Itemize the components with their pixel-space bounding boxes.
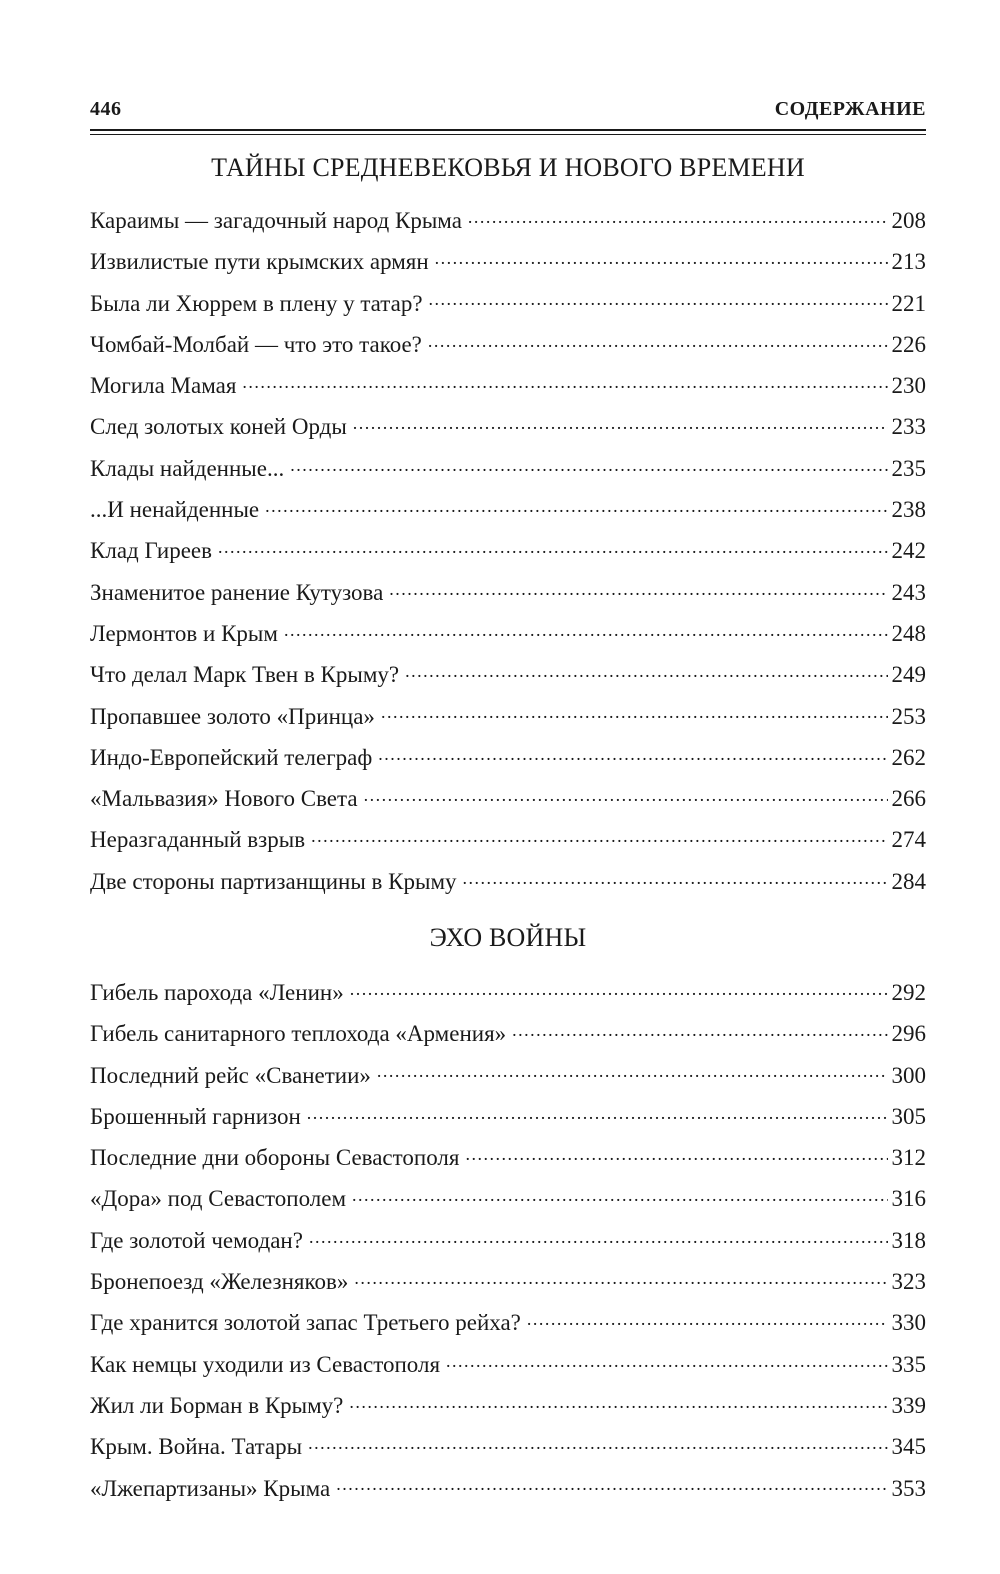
toc-section-war-echo: [90, 920, 926, 1509]
toc-entry[interactable]: [90, 972, 926, 1013]
dot-leader: [446, 1344, 887, 1372]
toc-entry[interactable]: [90, 819, 926, 860]
toc-entry-title: Могила Мамая: [90, 373, 237, 399]
dot-leader: [465, 1138, 887, 1166]
toc-entry-title: Что делал Марк Твен в Крыму?: [90, 662, 400, 688]
toc-entry[interactable]: [90, 654, 926, 695]
toc-list: [90, 972, 926, 1509]
toc-entry-title: Извилистые пути крымских армян: [90, 249, 429, 275]
toc-entry-title: Брошенный гарнизон: [90, 1103, 301, 1129]
toc-entry-page: 323: [891, 1269, 926, 1295]
toc-entry[interactable]: [90, 1013, 926, 1054]
toc-entry-title: «Лжепартизаны» Крыма: [90, 1475, 331, 1501]
toc-entry-page: 292: [891, 980, 926, 1005]
toc-entry-page: 305: [891, 1103, 926, 1129]
toc-entry[interactable]: [90, 613, 926, 654]
toc-entry[interactable]: [90, 200, 926, 241]
toc-entry[interactable]: [90, 572, 926, 613]
toc-entry-page: 316: [891, 1186, 926, 1212]
dot-leader: [512, 1014, 887, 1042]
toc-entry-title: Караимы — загадочный народ Крыма: [90, 208, 462, 233]
dot-leader: [354, 1261, 887, 1289]
toc-entry-title: ...И ненайденные: [90, 497, 260, 523]
running-title: СОДЕРЖАНИЕ: [774, 98, 926, 120]
toc-entry[interactable]: [90, 1137, 926, 1178]
toc-entry-title: Пропавшее золото «Принца»: [90, 703, 375, 729]
toc-entry-page: 353: [891, 1475, 926, 1501]
toc-entry-page: 300: [891, 1062, 926, 1088]
dot-leader: [377, 1055, 888, 1083]
dot-leader: [218, 531, 888, 559]
toc-entry-title: Гибель парохода «Ленин»: [90, 980, 344, 1005]
dot-leader: [405, 655, 887, 683]
toc-entry[interactable]: [90, 530, 926, 571]
toc-entry[interactable]: [90, 489, 926, 530]
dot-leader: [308, 1427, 887, 1455]
toc-entry-page: 335: [891, 1351, 926, 1377]
toc-entry-title: Где золотой чемодан?: [90, 1227, 303, 1253]
toc-entry-title: Индо-Европейский телеграф: [90, 744, 373, 770]
toc-entry[interactable]: [90, 737, 926, 778]
dot-leader: [381, 696, 888, 724]
dot-leader: [468, 200, 888, 228]
dot-leader: [353, 407, 888, 435]
dot-leader: [307, 1096, 888, 1124]
dot-leader: [290, 448, 887, 476]
toc-entry-title: След золотых коней Орды: [90, 414, 347, 440]
toc-entry-page: 208: [891, 208, 926, 233]
dot-leader: [389, 572, 887, 600]
toc-entry-page: 238: [891, 497, 926, 523]
toc-entry-page: 266: [891, 786, 926, 812]
toc-entry-title: «Мальвазия» Нового Света: [90, 786, 358, 812]
toc-entry[interactable]: [90, 365, 926, 406]
toc-entry[interactable]: [90, 861, 926, 902]
toc-entry-title: Клад Гиреев: [90, 538, 212, 564]
toc-entry-page: 253: [891, 703, 926, 729]
toc-entry-page: 230: [891, 373, 926, 399]
toc-entry-page: 296: [891, 1021, 926, 1047]
toc-entry-title: Бронепоезд «Железняков»: [90, 1269, 349, 1295]
toc-entry[interactable]: [90, 1055, 926, 1096]
dot-leader: [242, 366, 887, 394]
toc-entry[interactable]: [90, 1302, 926, 1343]
toc-entry-page: 249: [891, 662, 926, 688]
header-rule-thin: [90, 134, 926, 135]
toc-entry[interactable]: [90, 696, 926, 737]
section-title: ТАЙНЫ СРЕДНЕВЕКОВЬЯ И НОВОГО ВРЕМЕНИ: [211, 153, 805, 182]
toc-entry[interactable]: [90, 1178, 926, 1219]
dot-leader: [527, 1303, 888, 1331]
dot-leader: [428, 324, 888, 352]
toc-entry[interactable]: [90, 1220, 926, 1261]
toc-entry-page: 242: [891, 538, 926, 564]
toc-entry[interactable]: [90, 324, 926, 365]
book-page: [90, 0, 926, 1574]
dot-leader: [364, 779, 888, 807]
toc-entry[interactable]: [90, 1468, 926, 1509]
dot-leader: [265, 489, 887, 517]
toc-entry[interactable]: [90, 1096, 926, 1137]
dot-leader: [378, 737, 887, 765]
toc-list: [90, 200, 926, 902]
toc-entry-title: Лермонтов и Крым: [90, 620, 278, 646]
toc-entry-page: 339: [891, 1392, 926, 1418]
toc-entry-title: Где хранится золотой запас Третьего рейха?: [90, 1310, 521, 1336]
dot-leader: [349, 1385, 887, 1413]
toc-entry-page: 345: [891, 1434, 926, 1460]
toc-entry-page: 262: [891, 744, 926, 770]
dot-leader: [336, 1468, 887, 1496]
toc-entry-page: 226: [891, 331, 926, 357]
toc-entry-page: 274: [891, 827, 926, 853]
toc-entry-page: 284: [891, 868, 926, 894]
toc-entry-title: Гибель санитарного теплохода «Армения»: [90, 1021, 507, 1047]
page-number: 446: [90, 98, 122, 120]
toc-entry[interactable]: [90, 1385, 926, 1426]
toc-entry-page: 233: [891, 414, 926, 440]
toc-entry-page: 221: [891, 290, 926, 316]
header-rule-thick: [90, 129, 926, 131]
toc-entry-page: 243: [891, 579, 926, 605]
toc-entry[interactable]: [90, 1344, 926, 1385]
section-title: ЭХО ВОЙНЫ: [429, 923, 587, 952]
dot-leader: [350, 972, 888, 1000]
toc-entry-title: Неразгаданный взрыв: [90, 827, 306, 853]
toc-section-medieval: [90, 150, 926, 902]
dot-leader: [311, 820, 887, 848]
dot-leader: [352, 1179, 887, 1207]
toc-entry-page: 213: [891, 249, 926, 275]
toc-entry-page: 330: [891, 1310, 926, 1336]
toc-entry-title: Последний рейс «Сванетии»: [90, 1062, 371, 1088]
toc-entry[interactable]: [90, 448, 926, 489]
toc-entry[interactable]: [90, 406, 926, 447]
page-header: [90, 98, 926, 128]
toc-entry-page: 235: [891, 455, 926, 481]
toc-entry-page: 318: [891, 1227, 926, 1253]
toc-entry-page: 248: [891, 620, 926, 646]
dot-leader: [429, 283, 888, 311]
toc-entry[interactable]: [90, 778, 926, 819]
toc-entry[interactable]: [90, 283, 926, 324]
toc-entry-title: Как немцы уходили из Севастополя: [90, 1351, 441, 1377]
toc-entry-title: Чомбай-Молбай — что это такое?: [90, 331, 422, 357]
toc-entry-title: Две стороны партизанщины в Крыму: [90, 868, 457, 894]
toc-entry-title: Последние дни обороны Севастополя: [90, 1145, 460, 1171]
toc-entry[interactable]: [90, 241, 926, 282]
dot-leader: [309, 1220, 888, 1248]
dot-leader: [435, 242, 888, 270]
toc-entry-title: Клады найденные...: [90, 455, 285, 481]
toc-entry-title: Жил ли Борман в Крыму?: [90, 1392, 344, 1418]
toc-entry-title: «Дора» под Севастополем: [90, 1186, 347, 1212]
toc-entry[interactable]: [90, 1261, 926, 1302]
toc-entry-title: Крым. Война. Татары: [90, 1434, 303, 1460]
toc-entry-title: Была ли Хюррем в плену у татар?: [90, 290, 423, 316]
toc-entry-title: Знаменитое ранение Кутузова: [90, 579, 384, 605]
toc-entry-page: 312: [891, 1145, 926, 1171]
dot-leader: [284, 613, 888, 641]
dot-leader: [463, 861, 888, 889]
toc-entry[interactable]: [90, 1426, 926, 1467]
